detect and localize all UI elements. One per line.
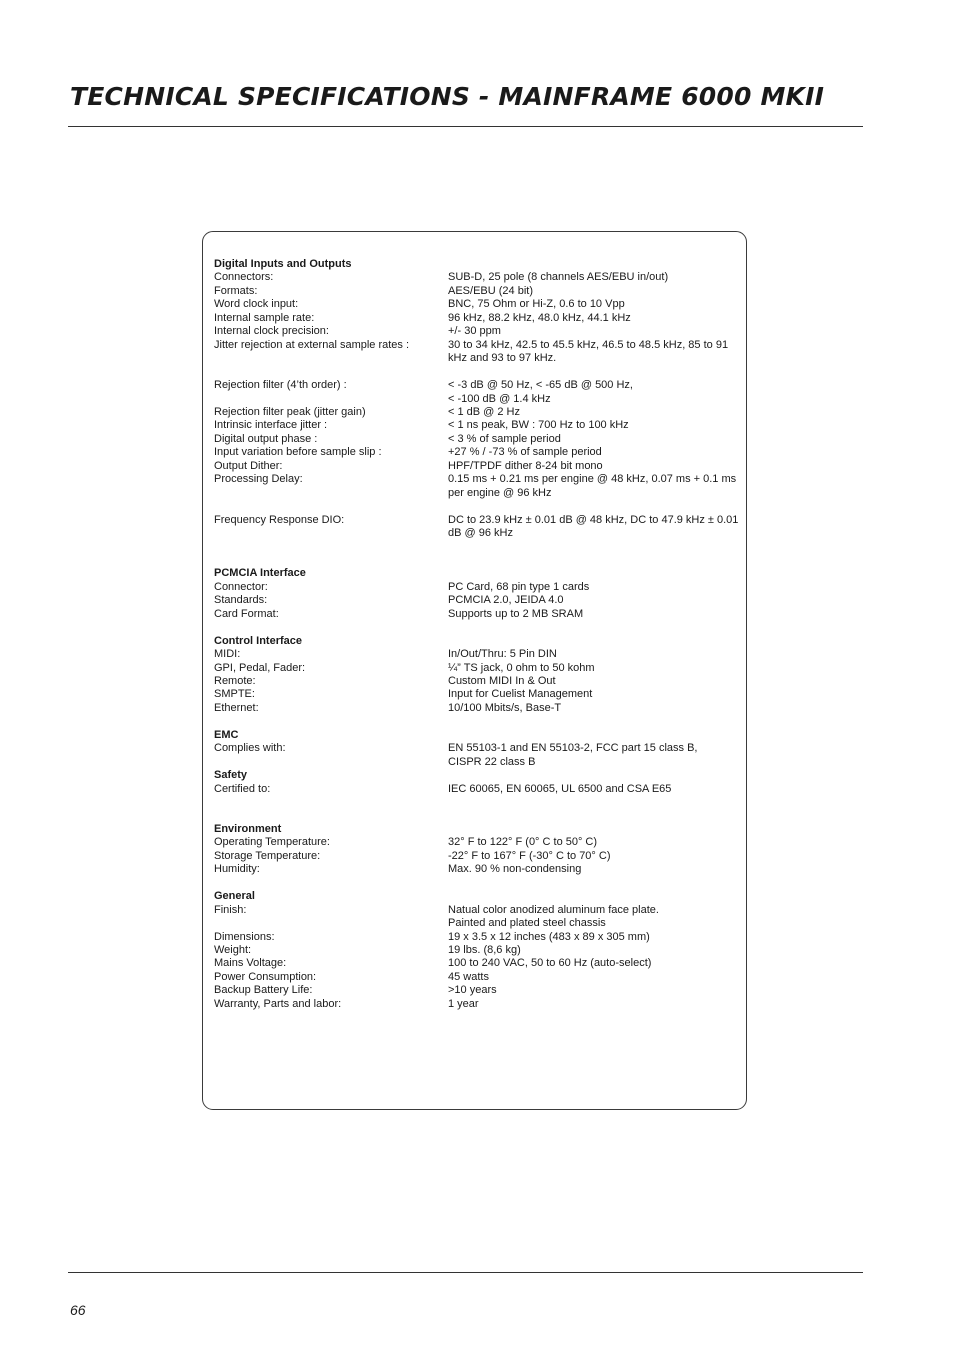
section-spacer (214, 796, 742, 823)
spec-label: Complies with: (214, 742, 286, 755)
spec-row (214, 433, 742, 446)
spec-value: Custom MIDI In & Out (448, 674, 556, 687)
spec-row (214, 594, 742, 607)
spec-row (214, 446, 742, 459)
spec-value: HPF/TPDF dither 8-24 bit mono (448, 459, 603, 472)
section-title-control: Control Interface (214, 634, 303, 647)
spec-label: Certified to: (214, 782, 271, 795)
spec-value: 32° F to 122° F (0° C to 50° C) (448, 836, 598, 849)
spec-value: 45 watts (448, 970, 489, 983)
section-spacer (214, 540, 742, 567)
section-title-pcmcia: PCMCIA Interface (214, 567, 306, 580)
spec-label: Rejection filter peak (jitter gain) (214, 405, 366, 418)
spec-value-line: < -100 dB @ 1.4 kHz (448, 392, 551, 405)
spec-value: PCMCIA 2.0, JEIDA 4.0 (448, 594, 564, 607)
spec-value: +/- 30 ppm (448, 325, 501, 338)
spec-label: Connectors: (214, 271, 274, 284)
spec-label: Warranty, Parts and labor: (214, 997, 342, 1010)
spec-label: Frequency Response DIO: (214, 513, 345, 526)
spec-value: 19 lbs. (8,6 kg) (448, 944, 521, 956)
spec-row (214, 648, 742, 661)
spec-label: Dimensions: (214, 930, 275, 943)
spec-row (214, 662, 742, 675)
spec-value: +27 % / -73 % of sample period (448, 446, 602, 459)
spec-row (214, 998, 742, 1011)
spec-label: Internal clock precision: (214, 325, 329, 338)
spec-value: BNC, 75 Ohm or Hi-Z, 0.6 to 10 Vpp (448, 298, 625, 311)
spec-value: -22° F to 167° F (-30° C to 70° C) (448, 849, 611, 862)
spec-value (448, 904, 742, 931)
spec-row (214, 271, 742, 284)
spec-row (214, 298, 742, 311)
spec-value: ¼” TS jack, 0 ohm to 50 kohm (448, 661, 595, 674)
spec-label: Processing Delay: (214, 473, 303, 486)
spec-row (214, 702, 742, 715)
spec-value: PC Card, 68 pin type 1 cards (448, 580, 590, 593)
spec-value (448, 379, 742, 406)
spec-row (214, 419, 742, 432)
spec-label: Intrinsic interface jitter : (214, 419, 328, 432)
spec-row (214, 339, 742, 366)
spec-row (214, 460, 742, 473)
spec-row (214, 312, 742, 325)
spec-row (214, 971, 742, 984)
spacer (214, 366, 742, 379)
spec-value: AES/EBU (24 bit) (448, 284, 533, 297)
spec-label: Ethernet: (214, 701, 259, 714)
spec-value: 10/100 Mbits/s, Base-T (448, 701, 562, 714)
spec-value: DC to 23.9 kHz ± 0.01 dB @ 48 kHz, DC to 47.9 kHz ± 0.01 dB @ 96 kHz (448, 513, 739, 540)
spec-value: 100 to 240 VAC, 50 to 60 Hz (auto-select) (448, 957, 652, 970)
section-title-digital: Digital Inputs and Outputs (214, 258, 352, 270)
spec-label: Formats: (214, 284, 258, 297)
spec-value: 0.15 ms + 0.21 ms per engine @ 48 kHz, 0.07 ms + 0.1 ms per engine @ 96 kHz (448, 473, 737, 499)
spec-label: Input variation before sample slip : (214, 446, 382, 459)
spec-value (448, 742, 742, 769)
spec-row (214, 688, 742, 701)
spec-label: Word clock input: (214, 298, 299, 311)
spec-label: Internal sample rate: (214, 311, 315, 324)
spec-value: Input for Cuelist Management (448, 688, 593, 701)
header-divider (68, 126, 863, 127)
spec-row (214, 675, 742, 688)
spec-value: Max. 90 % non-condensing (448, 863, 582, 876)
spec-label: GPI, Pedal, Fader: (214, 661, 306, 674)
spec-value: 96 kHz, 88.2 kHz, 48.0 kHz, 44.1 kHz (448, 311, 631, 324)
page-number: 66 (70, 1302, 86, 1318)
spec-label: Backup Battery Life: (214, 984, 313, 997)
spec-value: >10 years (448, 984, 497, 997)
spec-row (214, 836, 742, 849)
spec-row (214, 850, 742, 863)
section-spacer (214, 621, 742, 634)
section-title-safety: Safety (214, 769, 248, 782)
section-title-emc: EMC (214, 728, 239, 741)
spec-label: Remote: (214, 674, 256, 687)
spec-value-line: EN 55103-1 and EN 55103-2, FCC part 15 class B, (448, 742, 698, 755)
spec-label: Jitter rejection at external sample rates : (214, 338, 410, 351)
spec-label: Power Consumption: (214, 970, 317, 983)
spec-row (214, 581, 742, 594)
spec-row (214, 984, 742, 997)
spec-label: Output Dither: (214, 459, 283, 472)
spec-row (214, 608, 742, 621)
section-spacer (214, 715, 742, 728)
spec-value-line: Painted and plated steel chassis (448, 917, 606, 930)
spec-value: < 1 dB @ 2 Hz (448, 405, 521, 418)
spec-value: IEC 60065, EN 60065, UL 6500 and CSA E65 (448, 782, 672, 795)
spec-row (214, 473, 742, 500)
spec-row (214, 742, 742, 769)
spec-row (214, 325, 742, 338)
spec-value-line: < -3 dB @ 50 Hz, < -65 dB @ 500 Hz, (448, 379, 633, 392)
spec-label: Storage Temperature: (214, 849, 321, 862)
spec-label: Rejection filter (4’th order) : (214, 379, 347, 392)
spec-label: Finish: (214, 903, 247, 916)
spec-value-line: Natual color anodized aluminum face plate. (448, 903, 659, 916)
spec-value: SUB-D, 25 pole (8 channels AES/EBU in/out) (448, 271, 669, 284)
footer-divider (68, 1272, 863, 1273)
spec-value: Supports up to 2 MB SRAM (448, 607, 584, 620)
specifications-list (214, 258, 742, 1011)
spec-label: Weight: (214, 944, 252, 956)
section-spacer (214, 877, 742, 890)
spec-label: Humidity: (214, 863, 260, 876)
spec-value: In/Out/Thru: 5 Pin DIN (448, 648, 557, 661)
spec-row (214, 379, 742, 406)
spec-label: Digital output phase : (214, 432, 318, 445)
spec-row (214, 904, 742, 931)
spec-value: 1 year (448, 997, 479, 1010)
spec-row (214, 783, 742, 796)
specifications-box (202, 231, 747, 1110)
spec-label: Operating Temperature: (214, 836, 330, 849)
spec-row (214, 863, 742, 876)
spec-value: < 3 % of sample period (448, 432, 561, 445)
spec-row (214, 944, 742, 957)
spec-label: Card Format: (214, 607, 279, 620)
spec-row (214, 957, 742, 970)
spec-value-line: CISPR 22 class B (448, 755, 536, 768)
spec-row (214, 514, 742, 541)
spec-label: SMPTE: (214, 688, 255, 701)
spec-label: Mains Voltage: (214, 957, 287, 970)
spec-label: Connector: (214, 580, 268, 593)
spec-row (214, 285, 742, 298)
spec-row (214, 406, 742, 419)
spec-label: MIDI: (214, 648, 241, 661)
section-title-environment: Environment (214, 822, 282, 835)
spec-label: Standards: (214, 594, 268, 607)
page-title: TECHNICAL SPECIFICATIONS - MAINFRAME 6000 MKII (70, 82, 825, 111)
spec-value: 19 x 3.5 x 12 inches (483 x 89 x 305 mm) (448, 930, 650, 943)
spec-value: 30 to 34 kHz, 42.5 to 45.5 kHz, 46.5 to 48.5 kHz, 85 to 91 kHz and 93 to 97 kHz. (448, 338, 729, 365)
section-title-general: General (214, 890, 255, 903)
spec-value: < 1 ns peak, BW : 700 Hz to 100 kHz (448, 419, 629, 432)
spec-row (214, 931, 742, 944)
spacer (214, 500, 742, 513)
